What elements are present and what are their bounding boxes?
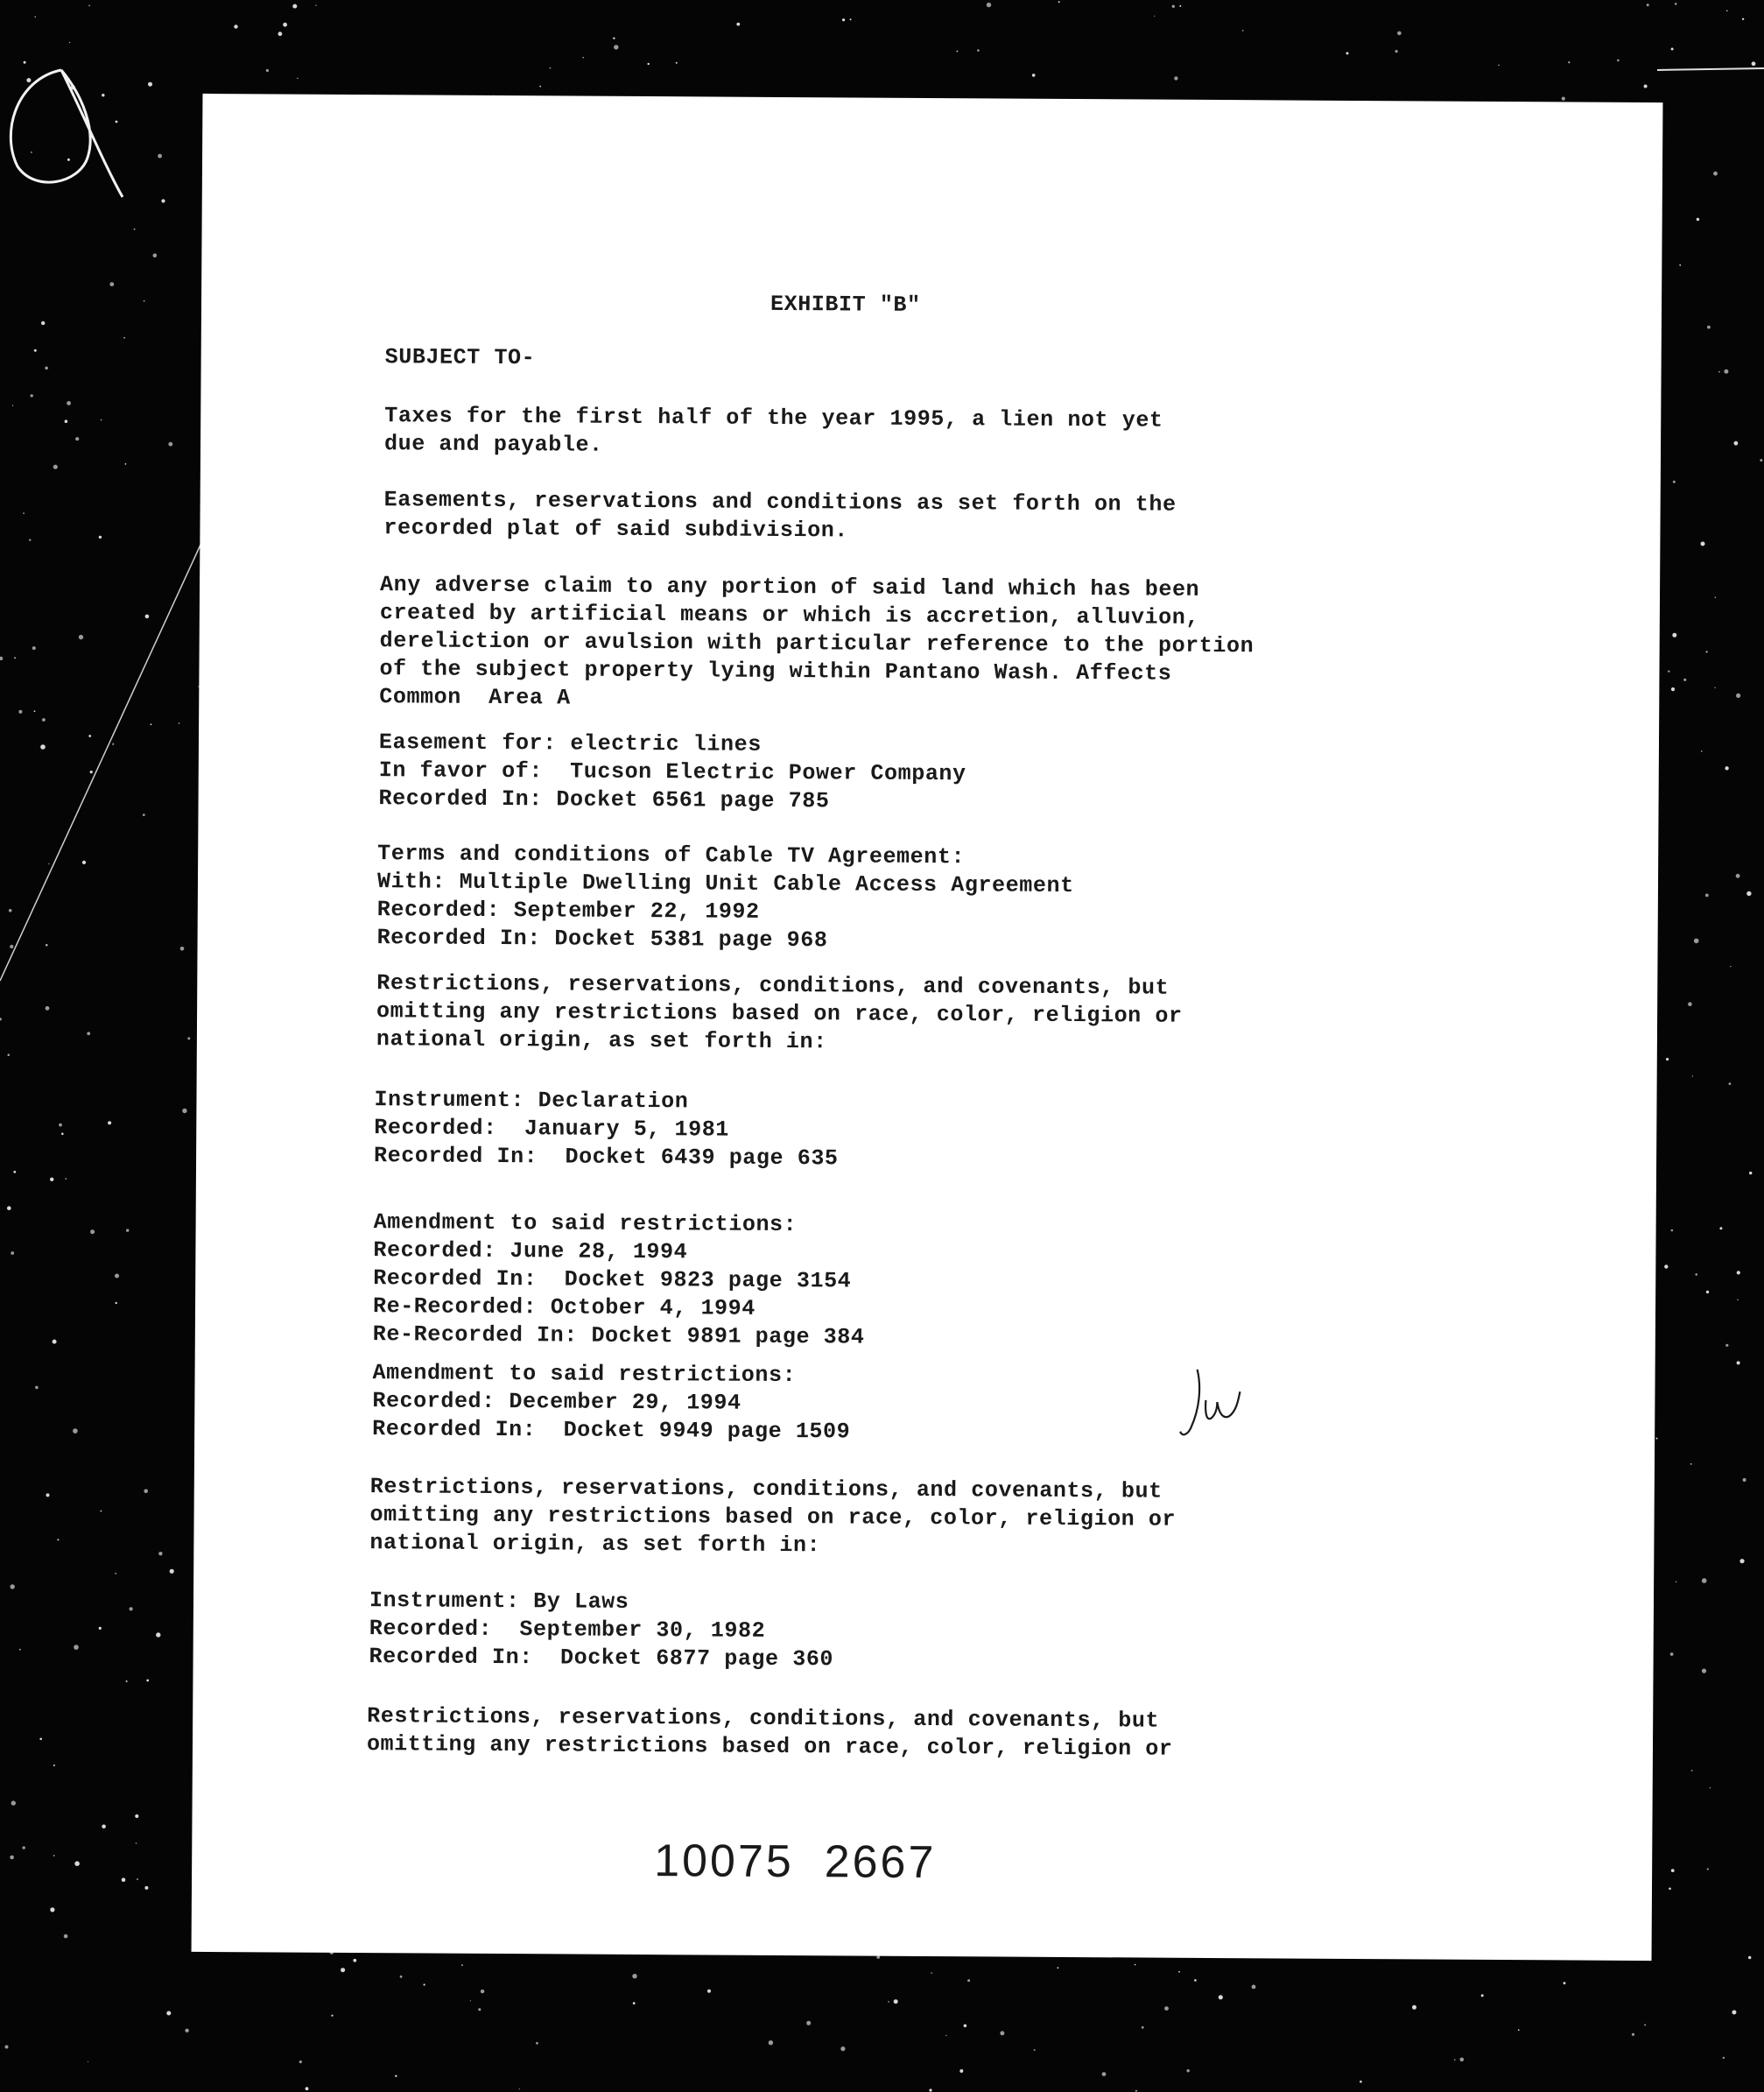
- document-text-line: In favor of: Tucson Electric Power Company: [378, 757, 966, 787]
- document-text-line: Common Area A: [379, 684, 571, 711]
- document-text-line: Amendment to said restrictions:: [372, 1360, 797, 1389]
- document-text-line: omitting any restrictions based on race, color, religion or: [369, 1502, 1177, 1532]
- document-text-line: Any adverse claim to any portion of said land which has been: [379, 572, 1200, 602]
- document-text-line: due and payable.: [383, 431, 603, 458]
- document-text-line: of the subject property lying within Pantano Wash. Affects: [379, 656, 1172, 687]
- document-page: [192, 94, 1663, 1961]
- handwritten-initials: [1175, 1365, 1246, 1444]
- document-text-line: With: Multiple Dwelling Unit Cable Access Agreement: [376, 869, 1074, 899]
- document-text-line: national origin, as set forth in:: [369, 1530, 821, 1559]
- margin-circle-mark: [0, 35, 131, 210]
- document-text-line: omitting any restrictions based on race, color, religion or: [376, 998, 1183, 1029]
- document-text-line: Instrument: By Laws: [369, 1588, 629, 1615]
- document-text-line: Re-Recorded In: Docket 9891 page 384: [372, 1321, 865, 1350]
- document-text-line: recorded plat of said subdivision.: [383, 515, 849, 544]
- document-text-line: Recorded In: Docket 6877 page 360: [369, 1644, 834, 1673]
- document-text-line: Re-Recorded: October 4, 1994: [372, 1293, 755, 1321]
- document-text-line: omitting any restrictions based on race, color, religion or: [366, 1731, 1173, 1762]
- document-text-line: Taxes for the first half of the year 1995, a lien not yet: [384, 403, 1163, 433]
- document-text-line: Recorded In: Docket 9823 page 3154: [373, 1265, 852, 1294]
- document-text-line: Restrictions, reservations, conditions, and covenants, but: [369, 1474, 1163, 1504]
- document-text-line: Easement for: electric lines: [378, 729, 762, 757]
- document-text-line: Easements, reservations and conditions as set forth on the: [383, 487, 1177, 518]
- document-text-line: created by artificial means or which is accretion, alluvion,: [379, 600, 1200, 630]
- document-text-line: national origin, as set forth in:: [376, 1026, 827, 1055]
- document-text-line: Recorded In: Docket 6561 page 785: [378, 785, 830, 814]
- exhibit-title: EXHIBIT "B": [770, 291, 921, 318]
- document-text-line: Restrictions, reservations, conditions, and covenants, but: [376, 970, 1170, 1001]
- document-text-line: Recorded: January 5, 1981: [374, 1115, 730, 1143]
- document-text-line: Terms and conditions of Cable TV Agreement:: [377, 841, 966, 870]
- document-text-line: Recorded In: Docket 6439 page 635: [374, 1143, 839, 1172]
- document-text-line: Recorded In: Docket 5381 page 968: [376, 925, 828, 954]
- document-text-line: dereliction or avulsion with particular reference to the portion: [379, 628, 1254, 659]
- document-text-line: Recorded In: Docket 9949 page 1509: [372, 1416, 851, 1445]
- document-text-line: Restrictions, reservations, conditions, and covenants, but: [367, 1703, 1160, 1734]
- document-text-line: Amendment to said restrictions:: [373, 1209, 798, 1238]
- document-number: 10075 2667: [654, 1835, 937, 1889]
- document-text-line: Recorded: September 30, 1982: [369, 1616, 766, 1644]
- document-text-line: Recorded: December 29, 1994: [372, 1388, 741, 1416]
- document-text-line: Recorded: June 28, 1994: [373, 1237, 688, 1265]
- document-text-line: Instrument: Declaration: [374, 1087, 689, 1115]
- subject-heading: SUBJECT TO-: [384, 344, 536, 371]
- document-text-line: Recorded: September 22, 1992: [376, 897, 760, 925]
